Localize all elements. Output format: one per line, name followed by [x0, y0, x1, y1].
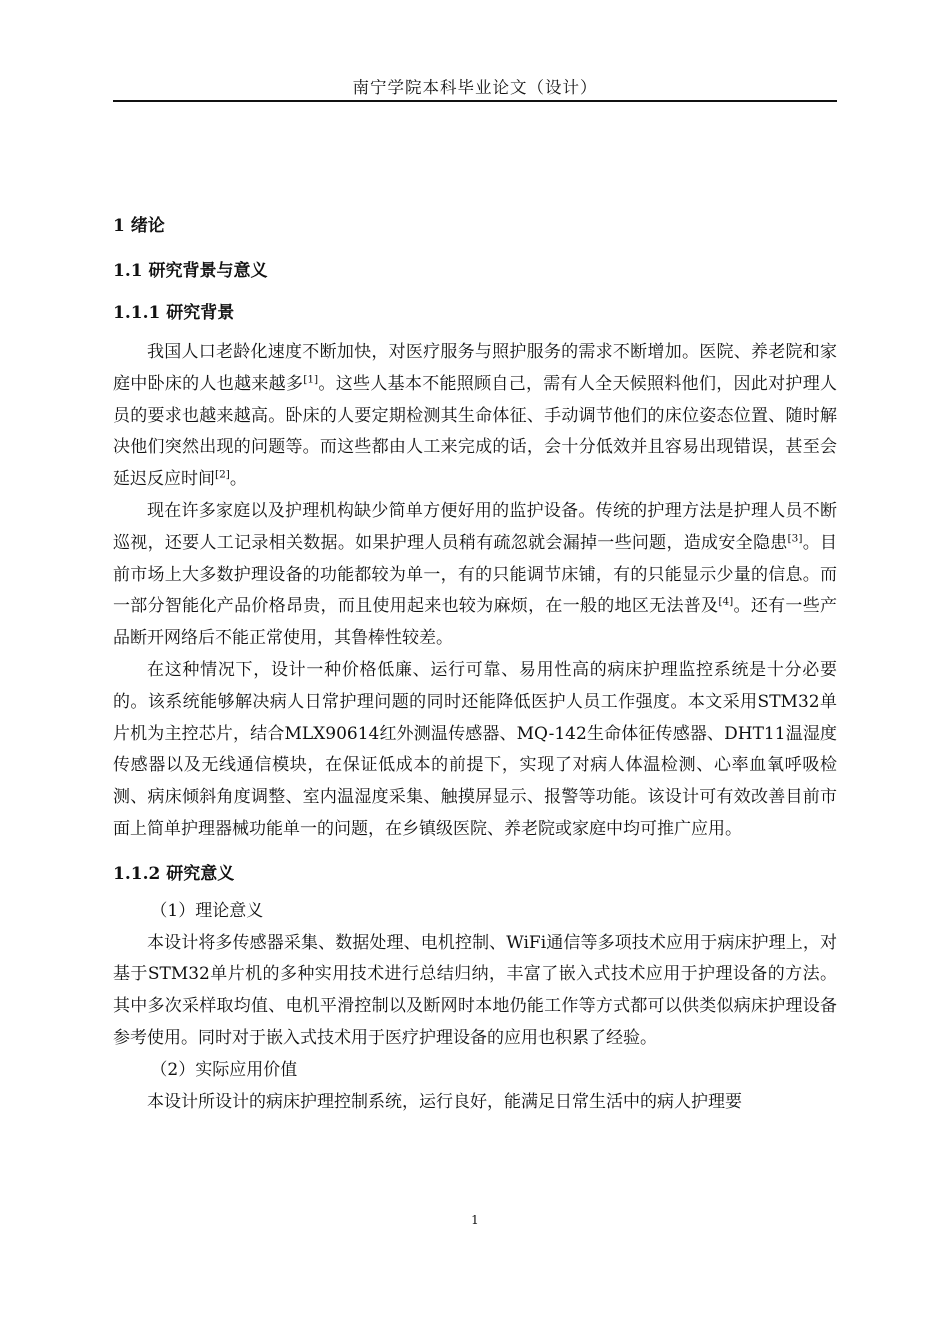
paragraph-1-text-a: 我国人口老龄化速度不断加快，对医疗服务与照护服务的需求不断增加。医院、养老院和家庭中卧床的人也越来越多 [113, 342, 837, 394]
paragraph-2-text-c: 。还有一些产品断开网络后不能正常使用，其鲁棒性较差。 [113, 596, 838, 649]
paragraph-1-text-c: 。 [229, 469, 247, 490]
item-label-theory: （1）理论意义 [150, 900, 264, 921]
chapter-heading: 1 绪论 [113, 216, 165, 236]
page-number: 1 [471, 1213, 479, 1227]
paragraph-2 [113, 496, 837, 655]
citation-1: [1] [303, 373, 319, 386]
citation-3: [3] [787, 532, 803, 545]
paragraph-1-text-b: 。这些人基本不能照顾自己，需有人全天候照料他们，因此对护理人员的要求也越来越高。卧床的人要定期检测其生命体征、手动调节他们的床位姿态位置、随时解决他们突然出现的问题等。而这些都由人工来完成的话，会十分低效并且容易出现错误，甚至会延迟反应时间 [113, 373, 838, 490]
page-header: 南宁学院本科毕业论文（设计） [352, 78, 598, 97]
paragraph-1 [113, 337, 837, 496]
paragraph-4: 本设计将多传感器采集、数据处理、电机控制、WiFi通信等多项技术应用于病床护理上，对基于STM32单片机的多种实用技术进行总结归纳，丰富了嵌入式技术应用于护理设备的方法。其中多次采样取均值、电机平滑控制以及断网时本地仍能工作等方式都可以供类似病床护理设备参考使用。同时对于嵌入式技术用于医疗护理设备的应用也积累了经验。 [113, 932, 837, 1048]
citation-4: [4] [718, 595, 734, 608]
subsection-heading-significance: 1.1.2 研究意义 [113, 863, 235, 884]
paragraph-3: 在这种情况下，设计一种价格低廉、运行可靠、易用性高的病床护理监控系统是十分必要的。该系统能够解决病人日常护理问题的同时还能降低医护人员工作强度。本文采用STM32单片机为主控芯片，结合MLX90614红外测温传感器、MQ-142生命体征传感器、DHT11温湿度传感器以及无线通信模块，在保证低成本的前提下，实现了对病人体温检测、心率血氧呼吸检测、病床倾斜角度调整、室内温湿度采集、触摸屏显示、报警等功能。该设计可有效改善目前市面上简单护理器械功能单一的问题，在乡镇级医院、养老院或家庭中均可推广应用。 [113, 659, 837, 839]
paragraph-5: 本设计所设计的病床护理控制系统，运行良好，能满足日常生活中的病人护理要 [147, 1091, 742, 1112]
section-heading: 1.1 研究背景与意义 [113, 261, 268, 281]
paragraph-2-text-b: 。目前市场上大多数护理设备的功能都较为单一，有的只能调节床铺，有的只能显示少量的信息。而一部分智能化产品价格昂贵，而且使用起来也较为麻烦，在一般的地区无法普及 [113, 532, 838, 617]
paragraph-2-text-a: 现在许多家庭以及护理机构缺少简单方便好用的监护设备。传统的护理方法是护理人员不断巡视，还要人工记录相关数据。如果护理人员稍有疏忽就会漏掉一些问题，造成安全隐患 [113, 500, 837, 553]
main-content [113, 210, 837, 1118]
item-label-practical: （2）实际应用价值 [150, 1059, 298, 1080]
citation-2: [2] [215, 468, 230, 481]
subsection-heading-background: 1.1.1 研究背景 [113, 303, 235, 323]
header-rule [113, 100, 837, 102]
